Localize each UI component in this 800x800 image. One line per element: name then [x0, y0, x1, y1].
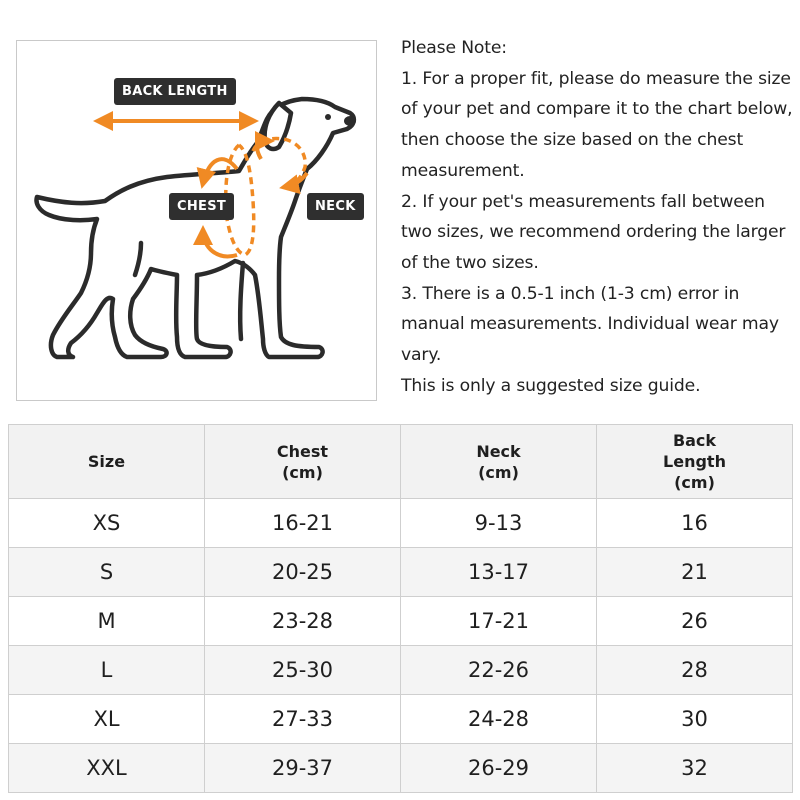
cell-back-length: 26	[597, 597, 793, 646]
note-item-1: 1. For a proper fit, please do measure the size of your pet and compare it to the chart below, then choose the size based on the chest measurement.	[401, 68, 793, 181]
chest-label: CHEST	[169, 193, 234, 220]
cell-chest: 25-30	[205, 646, 401, 695]
table-header-row	[9, 425, 793, 499]
cell-back-length: 32	[597, 744, 793, 793]
cell-neck: 22-26	[401, 646, 597, 695]
neck-label: NECK	[307, 193, 364, 220]
table-row	[9, 499, 793, 548]
cell-size: L	[9, 646, 205, 695]
cell-neck: 9-13	[401, 499, 597, 548]
dog-measurement-diagram	[16, 40, 377, 401]
table-row	[9, 646, 793, 695]
table-row	[9, 744, 793, 793]
note-disclaimer: This is only a suggested size guide.	[401, 375, 701, 396]
cell-size: S	[9, 548, 205, 597]
table-row	[9, 597, 793, 646]
cell-neck: 24-28	[401, 695, 597, 744]
header-chest: Chest (cm)	[205, 425, 401, 499]
table-row	[9, 548, 793, 597]
cell-neck: 17-21	[401, 597, 597, 646]
cell-back-length: 28	[597, 646, 793, 695]
cell-neck: 26-29	[401, 744, 597, 793]
cell-chest: 29-37	[205, 744, 401, 793]
cell-size: XXL	[9, 744, 205, 793]
size-notes	[401, 33, 796, 401]
cell-back-length: 30	[597, 695, 793, 744]
cell-size: M	[9, 597, 205, 646]
cell-size: XL	[9, 695, 205, 744]
cell-size: XS	[9, 499, 205, 548]
table-row	[9, 695, 793, 744]
cell-neck: 13-17	[401, 548, 597, 597]
header-neck: Neck (cm)	[401, 425, 597, 499]
note-item-3: 3. There is a 0.5-1 inch (1-3 cm) error in manual measurements. Individual wear may vary.	[401, 283, 779, 366]
cell-chest: 20-25	[205, 548, 401, 597]
size-chart-table	[8, 424, 793, 793]
cell-chest: 23-28	[205, 597, 401, 646]
cell-back-length: 16	[597, 499, 793, 548]
cell-chest: 16-21	[205, 499, 401, 548]
header-back-length: Back Length (cm)	[597, 425, 793, 499]
dog-eye-icon	[325, 114, 331, 120]
note-item-2: 2. If your pet's measurements fall between two sizes, we recommend ordering the larger of the two sizes.	[401, 191, 786, 273]
note-heading: Please Note:	[401, 38, 507, 58]
cell-chest: 27-33	[205, 695, 401, 744]
cell-back-length: 21	[597, 548, 793, 597]
dog-silhouette	[37, 99, 354, 357]
dog-nose-icon	[344, 116, 356, 126]
header-size: Size	[9, 425, 205, 499]
back-length-label: BACK LENGTH	[114, 78, 236, 105]
